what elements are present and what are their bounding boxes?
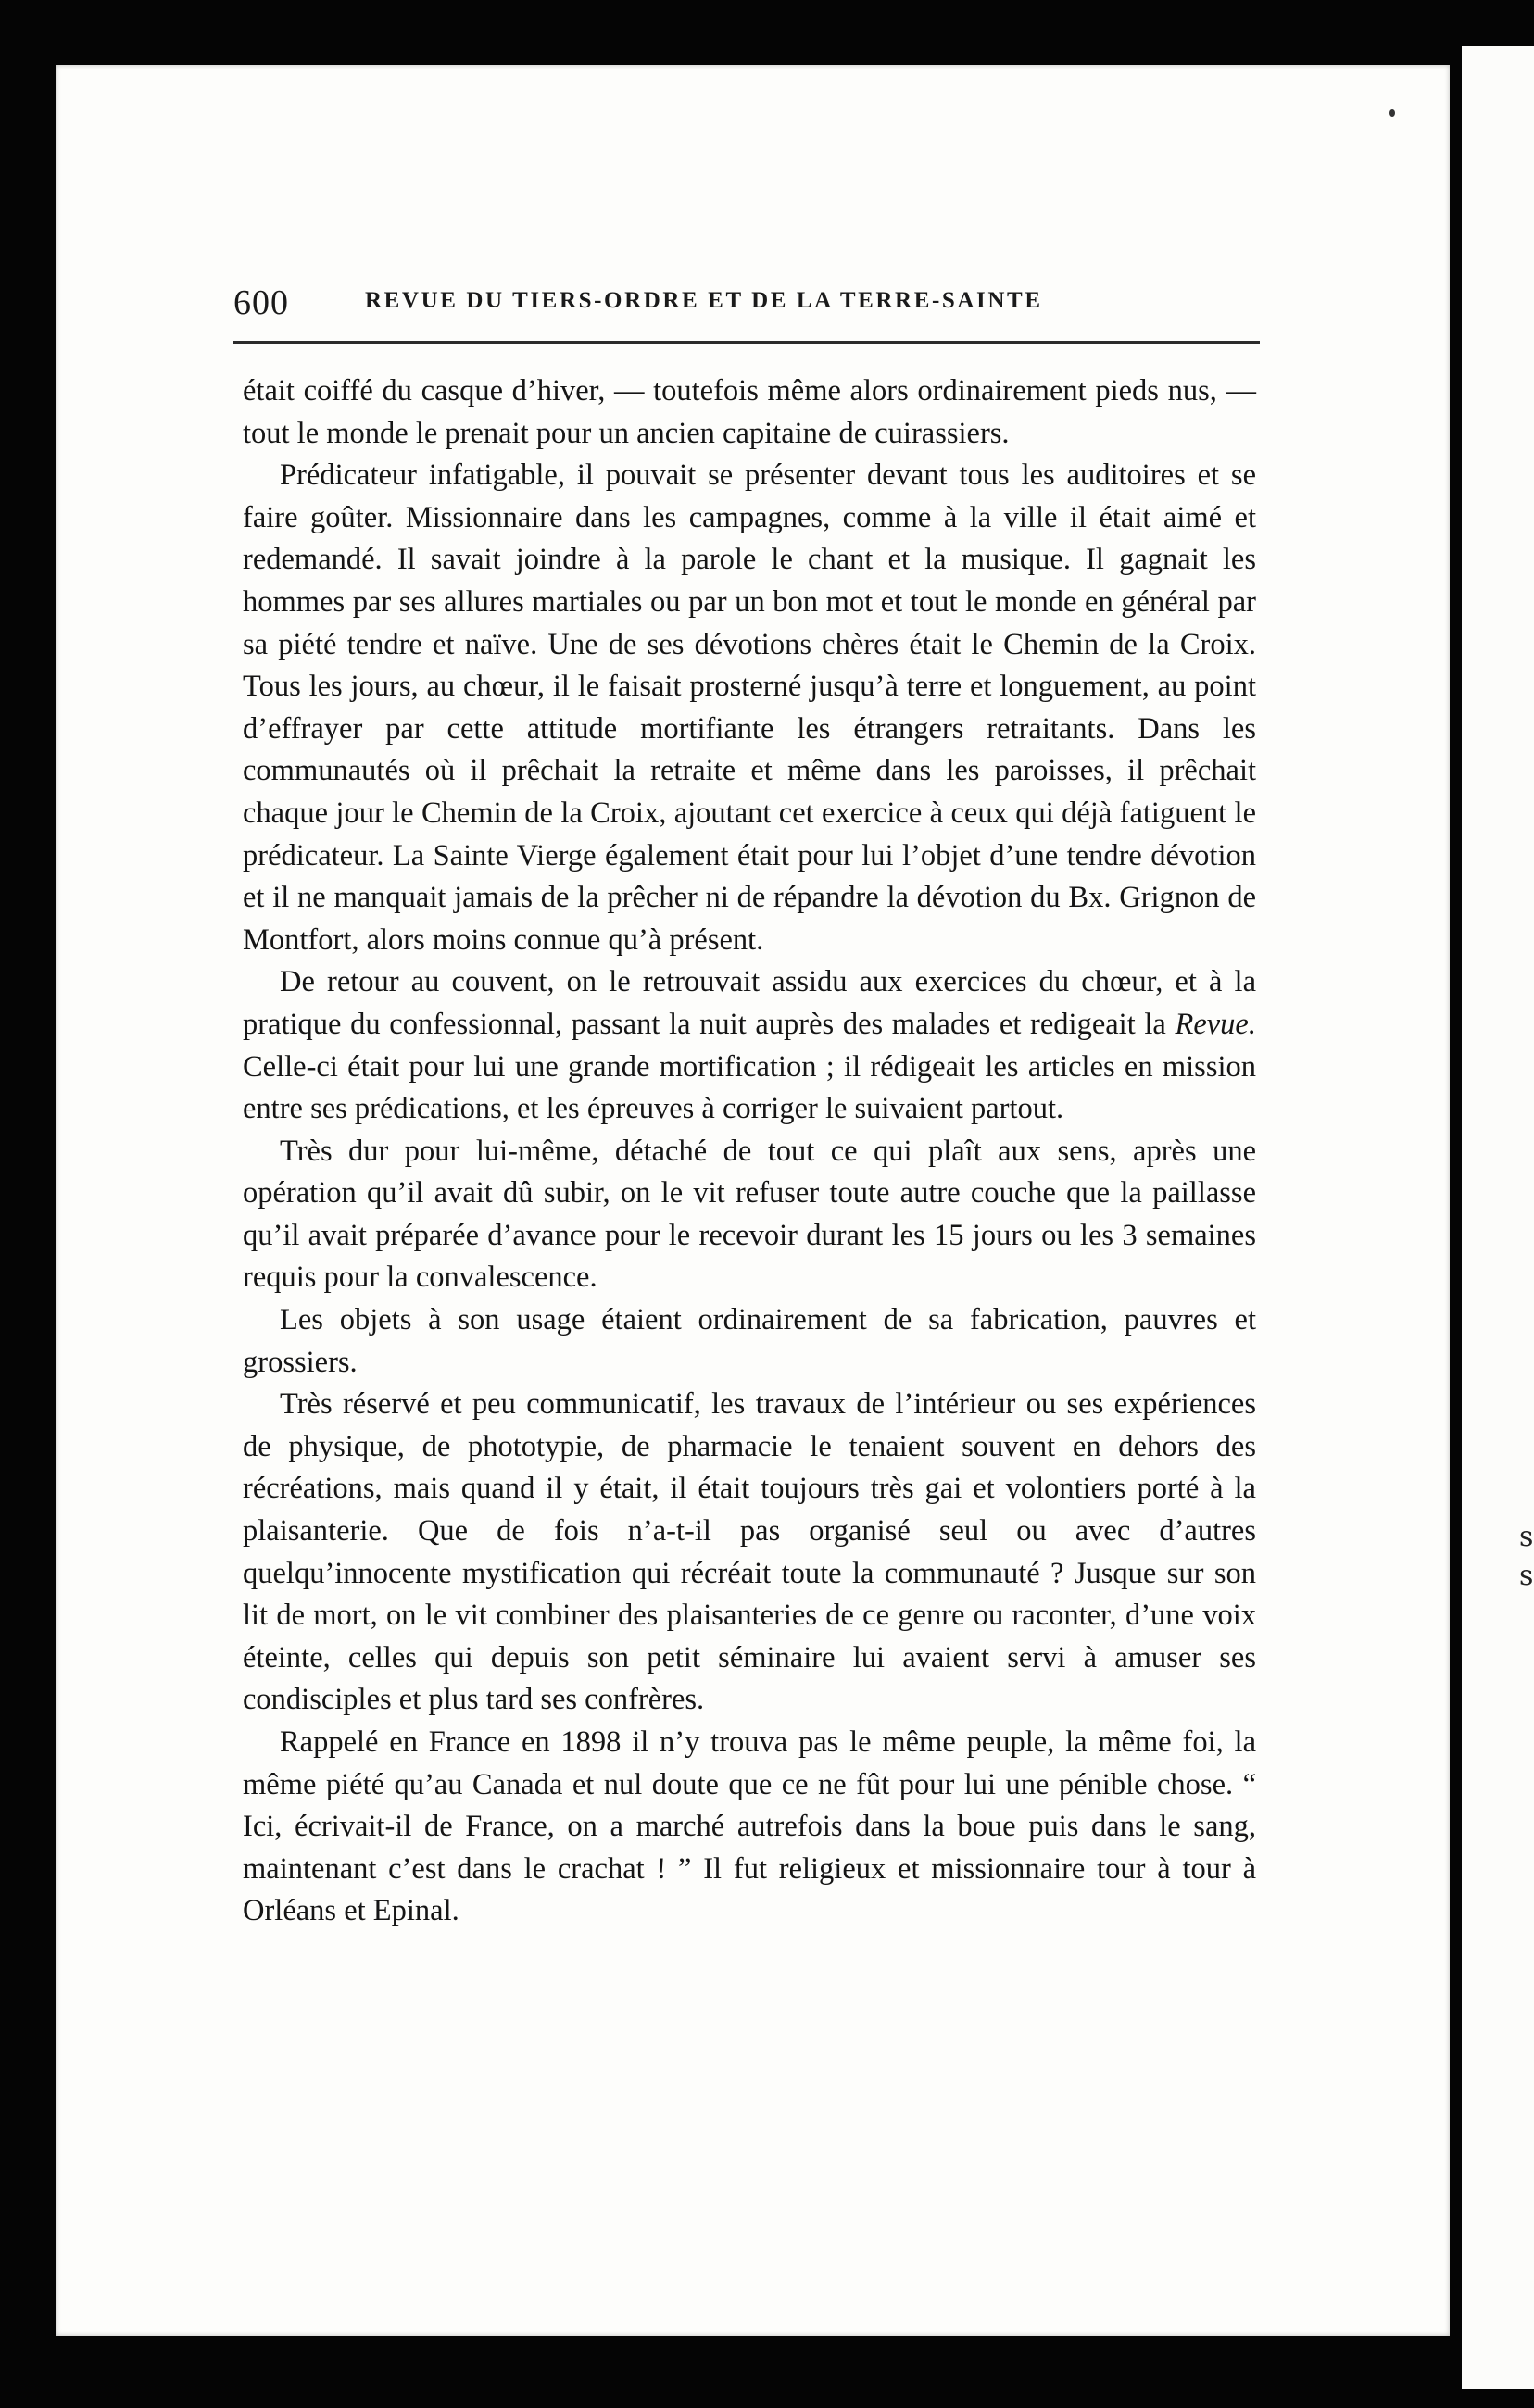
- dust-speck: [1389, 109, 1395, 117]
- header-rule: [233, 341, 1260, 344]
- paragraph-text: De retour au couvent, on le retrouvait assidu aux exercices du chœur, et à la pratique du confessionnal, passant la nuit auprès des malades et redigeait la: [243, 965, 1256, 1041]
- paragraph: Très réservé et peu communicatif, les travaux de l’intérieur ou ses expériences de physique, de phototypie, de pharmacie le tenaient souvent en dehors des récréations, mais quand il y était, il était toujours très gai et volontiers porté à la plaisanterie. Que de fois n’a-t-il pas organisé seul ou avec d’autres quelqu’innocente mystification qui récréait toute la communauté ? Jusque sur son lit de mort, on le vit combiner des plaisanteries de ce genre ou raconter, d’une voix éteinte, celles qui depuis son petit séminaire lui avaient servi à amuser ses condisciples et plus tard ses confrères.: [243, 1387, 1256, 1717]
- adjacent-page-char: s: [1519, 1521, 1534, 1553]
- paragraph: Très dur pour lui-même, détaché de tout ce qui plaît aux sens, après une opération qu’il avait dû subir, on le vit refuser toute autre couche que la paillasse qu’il avait préparée d’avance pour le recevoir durant les 15 jours ou les 3 semaines requis pour la convalescence.: [243, 1134, 1256, 1295]
- paragraph: Les objets à son usage étaient ordinairement de sa fabrication, pauvres et grossiers.: [243, 1303, 1256, 1379]
- paragraph-text: Celle-ci était pour lui une grande mortification ; il rédigeait les articles en mission entre ses prédications, et les épreuves à corriger le suivaient partout.: [243, 1049, 1256, 1126]
- adjacent-page-edge: [1462, 46, 1534, 2389]
- running-title: REVUE DU TIERS-ORDRE ET DE LA TERRE-SAINTE: [365, 288, 1043, 313]
- paragraph: Prédicateur infatigable, il pouvait se présenter devant tous les auditoires et se faire goûter. Missionnaire dans les campagnes, comme à la ville il était aimé et redemandé. Il savait joindre à la parole le chant et la musique. Il gagnait les hommes par ses allures martiales ou par un bon mot et tout le monde en général par sa piété tendre et naïve. Une de ses dévotions chères était le Chemin de la Croix. Tous les jours, au chœur, il le faisait prosterné jusqu’à terre et longuement, au point d’effrayer par cette attitude mortifiante les étrangers retraitants. Dans les communautés où il prêchait la retraite et même dans les paroisses, il prêchait chaque jour le Chemin de la Croix, ajoutant cet exercice à ceux qui déjà fatiguent le prédicateur. La Sainte Vierge également était pour lui l’objet d’une tendre dévotion et il ne manquait jamais de la prêcher ni de répandre la dévotion du Bx. Grignon de Montfort, alors moins connue qu’à présent.: [243, 458, 1256, 957]
- body-text: [243, 370, 1256, 1933]
- paragraph: était coiffé du casque d’hiver, — toutefois même alors ordinairement pieds nus, — tout le monde le prenait pour un ancien capitaine de cuirassiers.: [243, 374, 1256, 450]
- revue-title: Revue.: [1175, 1007, 1256, 1041]
- adjacent-page-char: s: [1519, 1560, 1534, 1592]
- paragraph: [243, 961, 1256, 1130]
- paragraph: Rappelé en France en 1898 il n’y trouva pas le même peuple, la même foi, la même piété qu’au Canada et nul doute que ce ne fût pour lui une pénible chose. “ Ici, écrivait-il de France, on a marché autrefois dans la boue puis dans le sang, maintenant c’est dans le crachat ! ” Il fut religieux et missionnaire tour à tour à Orléans et Epinal.: [243, 1725, 1256, 1928]
- running-header: [233, 282, 1260, 329]
- page-number: 600: [233, 283, 289, 322]
